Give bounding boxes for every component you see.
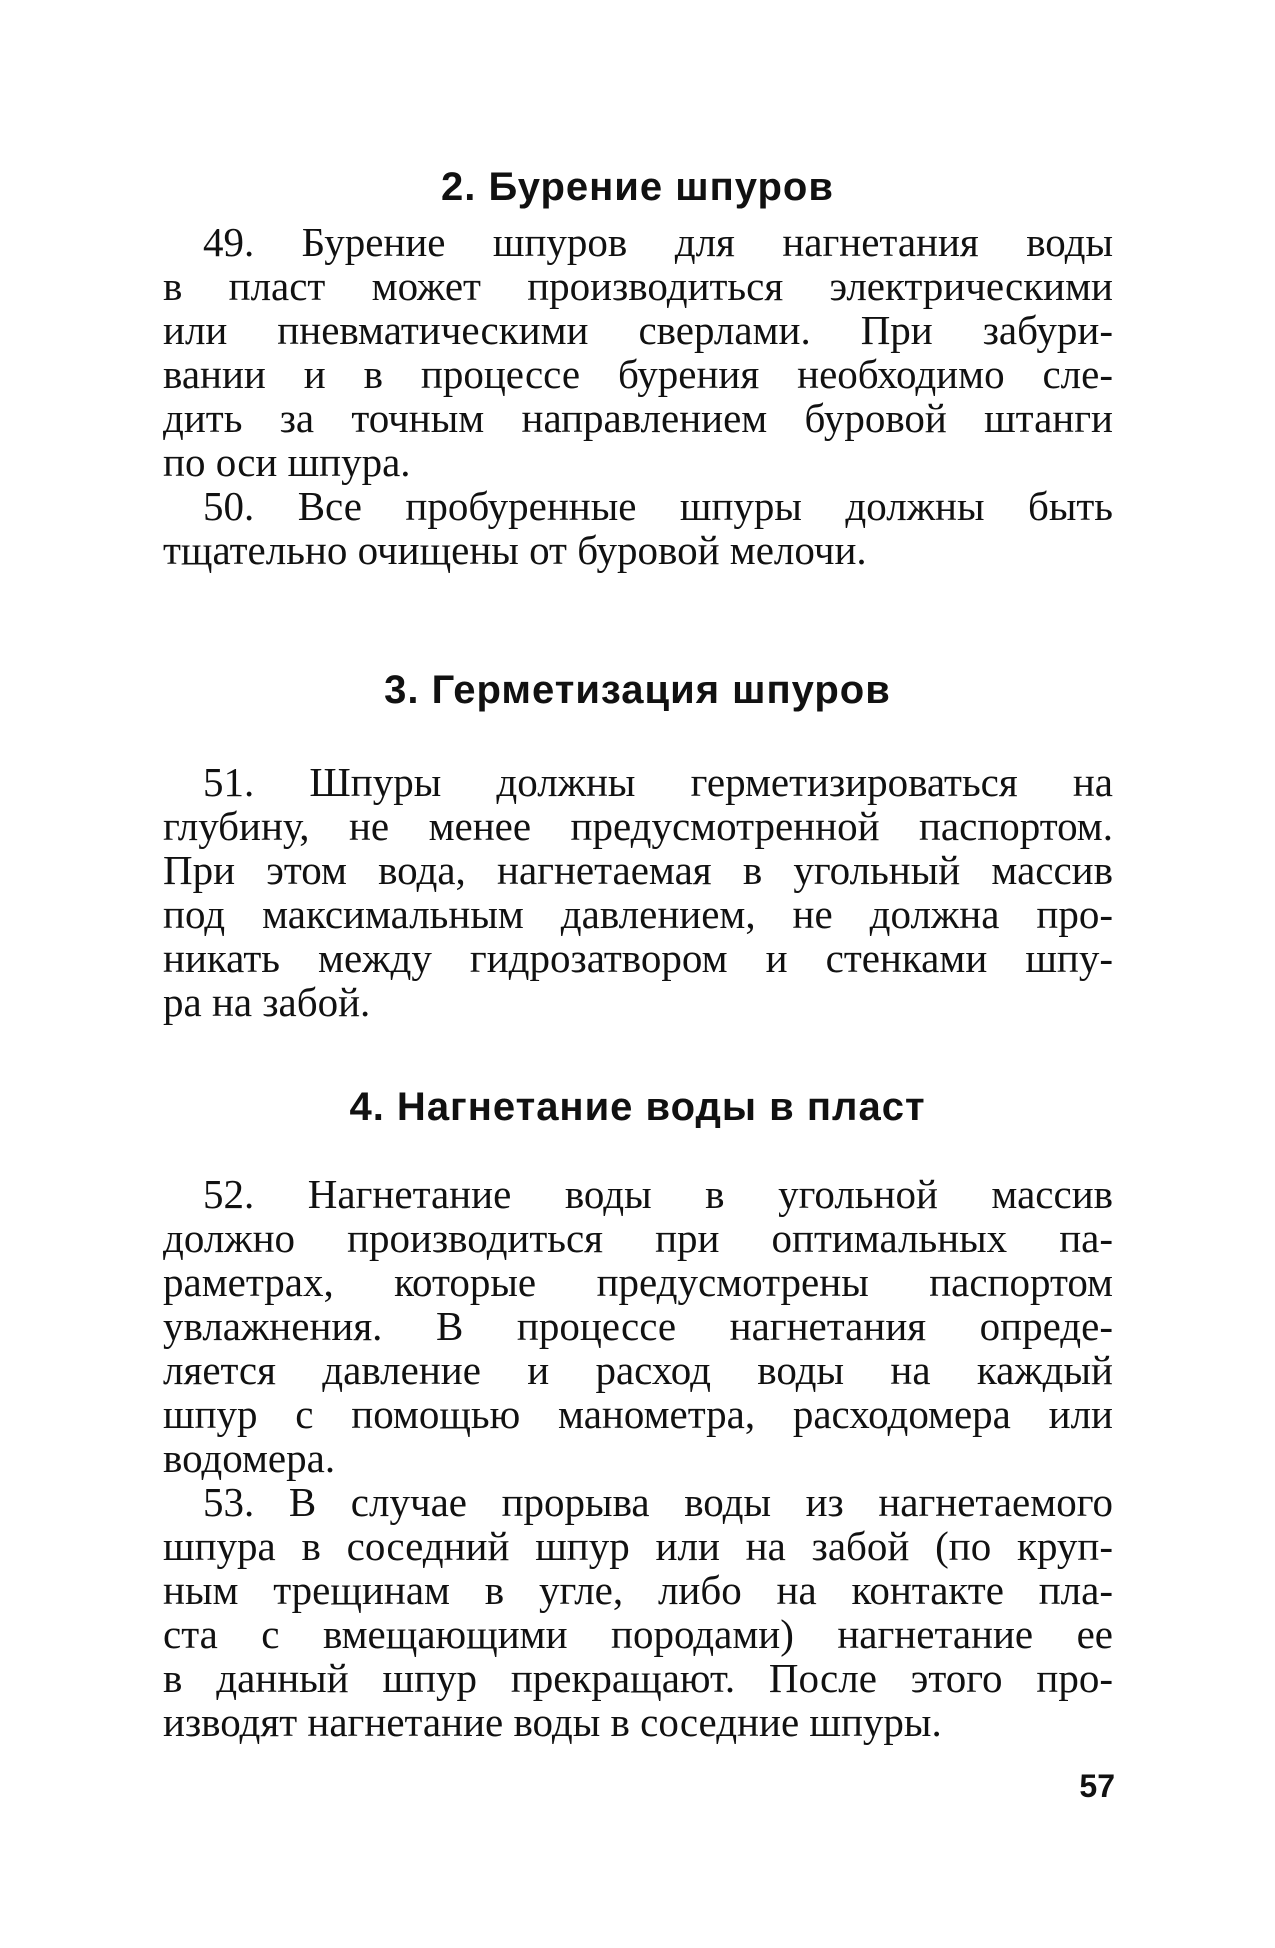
text-line: по оси шпура. bbox=[163, 439, 411, 485]
text-line: шпур с помощью манометра, расходомера или bbox=[163, 1391, 1113, 1437]
text-line: вании и в процессе бурения необходимо сле- bbox=[163, 351, 1113, 397]
paragraph-52 bbox=[163, 1172, 1113, 1480]
text-line: раметрах, которые предусмотрены паспортом bbox=[163, 1259, 1113, 1305]
text-line: глубину, не менее предусмотренной паспортом. bbox=[163, 803, 1113, 849]
paragraph-50 bbox=[163, 484, 1113, 572]
text-line: в данный шпур прекращают. После этого про- bbox=[163, 1655, 1113, 1701]
text-line: 50. Все пробуренные шпуры должны быть bbox=[203, 483, 1113, 529]
text-line: увлажнения. В процессе нагнетания опреде- bbox=[163, 1303, 1113, 1349]
text-line: 51. Шпуры должны герметизироваться на bbox=[203, 759, 1113, 805]
section-heading-2: 2. Бурение шпуров bbox=[441, 165, 834, 209]
paragraph-53 bbox=[163, 1480, 1113, 1744]
text-line: 52. Нагнетание воды в угольной массив bbox=[203, 1171, 1113, 1217]
page-number: 57 bbox=[1079, 1768, 1115, 1804]
text-line: 49. Бурение шпуров для нагнетания воды bbox=[203, 219, 1113, 265]
text-line: в пласт может производиться электрическими bbox=[163, 263, 1113, 309]
text-line: тщательно очищены от буровой мелочи. bbox=[163, 527, 867, 573]
text-line: под максимальным давлением, не должна про- bbox=[163, 891, 1113, 937]
text-line: изводят нагнетание воды в соседние шпуры. bbox=[163, 1699, 942, 1745]
paragraph-49 bbox=[163, 220, 1113, 484]
text-line: никать между гидрозатвором и стенками шпу- bbox=[163, 935, 1113, 981]
text-line: водомера. bbox=[163, 1435, 336, 1481]
text-line: ста с вмещающими породами) нагнетание ее bbox=[163, 1611, 1113, 1657]
text-line: ляется давление и расход воды на каждый bbox=[163, 1347, 1113, 1393]
text-line: дить за точным направлением буровой штанги bbox=[163, 395, 1113, 441]
text-line: или пневматическими сверлами. При забури- bbox=[163, 307, 1113, 353]
text-line: При этом вода, нагнетаемая в угольный массив bbox=[163, 847, 1113, 893]
text-line: 53. В случае прорыва воды из нагнетаемого bbox=[203, 1479, 1113, 1525]
section-heading-3: 3. Герметизация шпуров bbox=[384, 668, 891, 712]
text-line: шпура в соседний шпур или на забой (по круп- bbox=[163, 1523, 1113, 1569]
text-line: должно производиться при оптимальных па- bbox=[163, 1215, 1113, 1261]
section-heading-4: 4. Нагнетание воды в пласт bbox=[349, 1085, 926, 1129]
text-line: ра на забой. bbox=[163, 979, 371, 1025]
paragraph-51 bbox=[163, 760, 1113, 1024]
text-line: ным трещинам в угле, либо на контакте пла- bbox=[163, 1567, 1113, 1613]
